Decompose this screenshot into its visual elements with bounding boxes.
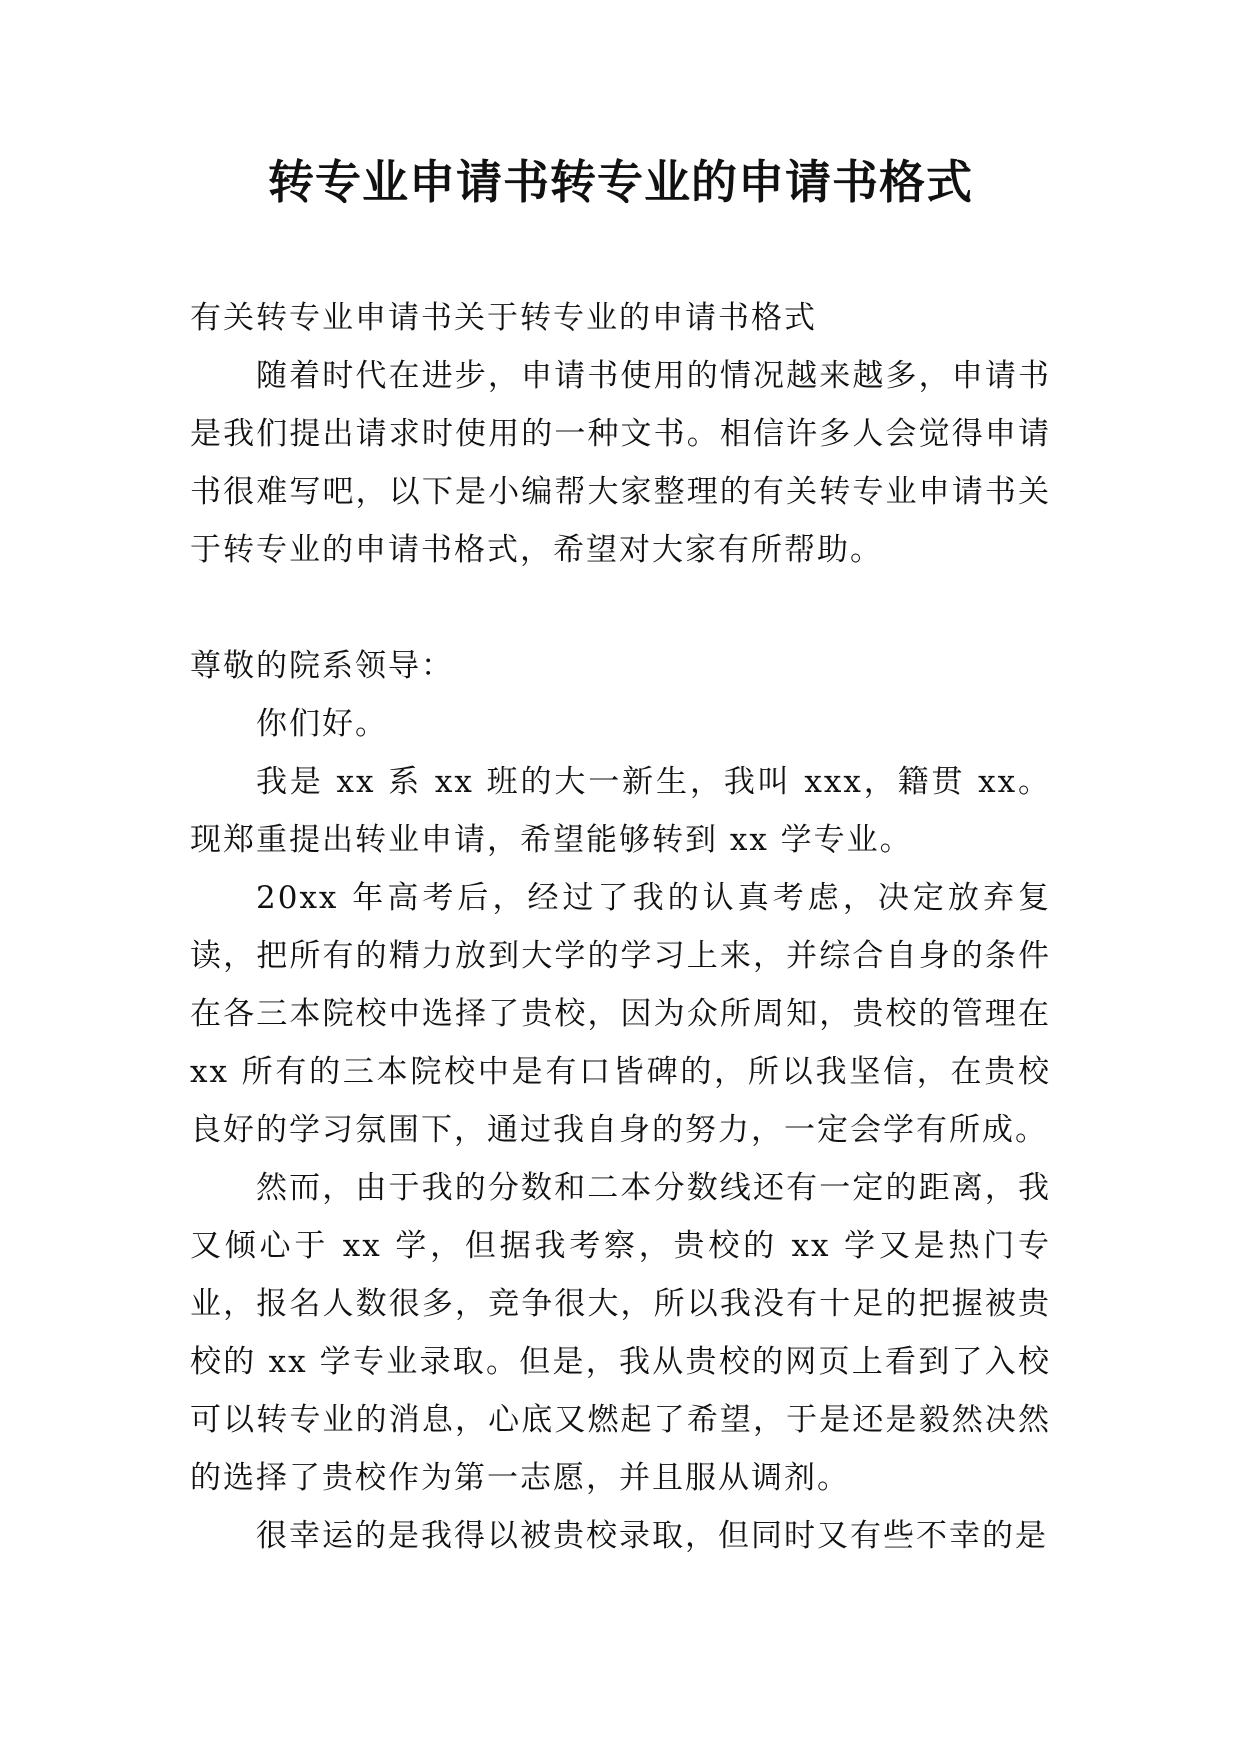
document-body (190, 289, 1051, 1565)
greeting: 你们好。 (256, 706, 388, 742)
body-paragraph: 然而，由于我的分数和二本分数线还有一定的距离，我又倾心于 xx 学，但据我考察，贵校的 xx 学又是热门专业，报名人数很多，竞争很大，所以我没有十足的把握被贵校的 xx 学专业录取。但是，我从贵校的网页上看到了入校可以转专业的消息，心底又燃起了希望，于是还是毅然决然的选择了贵校作为第一志愿，并且服从调剂。 (190, 1170, 1051, 1496)
body-paragraph: 我是 xx 系 xx 班的大一新生，我叫 xxx，籍贯 xx。现郑重提出转业申请，希望能够转到 xx 学专业。 (190, 764, 1051, 858)
document-title: 转专业申请书转专业的申请书格式 (268, 155, 973, 209)
body-paragraph: 20xx 年高考后，经过了我的认真考虑，决定放弃复读，把所有的精力放到大学的学习上来，并综合自身的条件在各三本院校中选择了贵校，因为众所周知，贵校的管理在 xx 所有的三本院校中是有口皆碑的，所以我坚信，在贵校良好的学习氛围下，通过我自身的努力，一定会学有所成。 (190, 880, 1051, 1148)
document-subtitle: 有关转专业申请书关于转专业的申请书格式 (190, 300, 817, 336)
body-paragraph: 很幸运的是我得以被贵校录取，但同时又有些不幸的是 (256, 1518, 1048, 1554)
intro-paragraph: 随着时代在进步，申请书使用的情况越来越多，申请书是我们提出请求时使用的一种文书。相信许多人会觉得申请书很难写吧，以下是小编帮大家整理的有关转专业申请书关于转专业的申请书格式，希望对大家有所帮助。 (190, 358, 1051, 568)
salutation: 尊敬的院系领导： (190, 648, 454, 684)
